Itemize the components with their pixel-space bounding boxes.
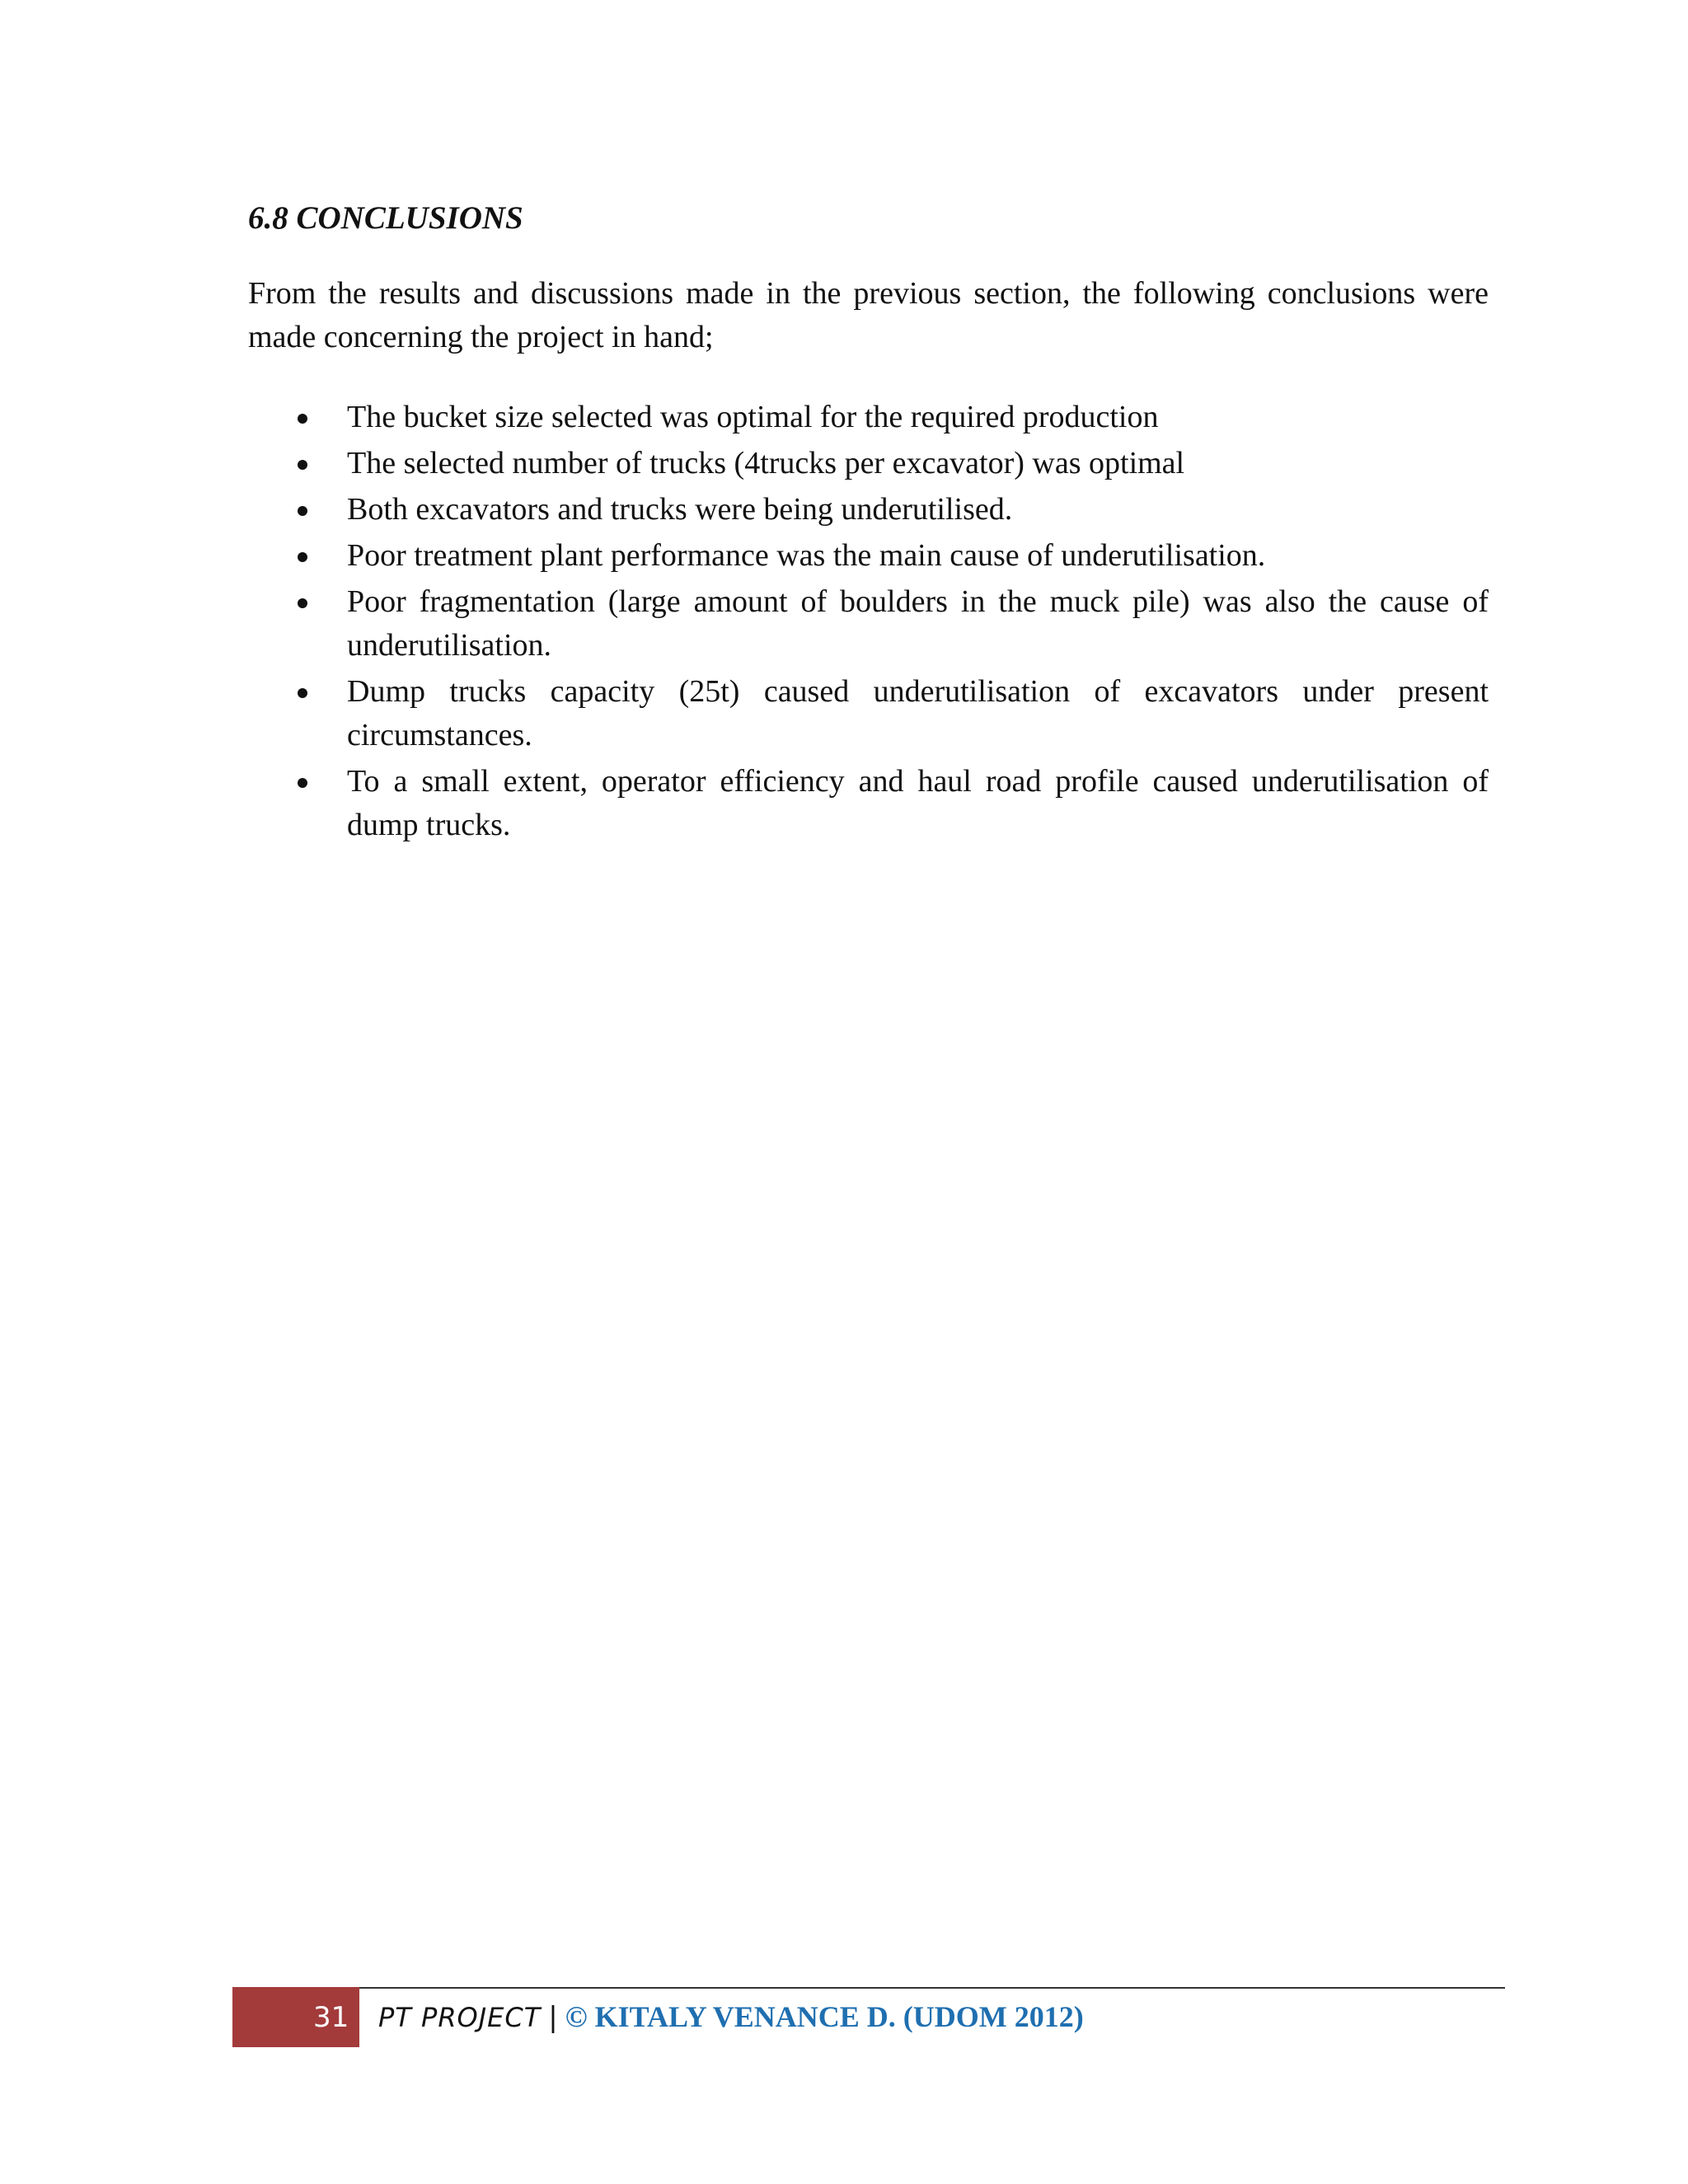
list-item — [248, 760, 1489, 847]
list-item — [248, 580, 1489, 668]
list-item-text: Poor treatment plant performance was the main cause of underutilisation. — [347, 538, 1266, 573]
list-item-text: Both excavators and trucks were being underutilised. — [347, 492, 1013, 527]
footer-separator: | — [548, 2001, 558, 2034]
bullet-icon — [298, 778, 307, 788]
footer-text — [378, 1998, 1084, 2036]
list-item-text: Poor fragmentation (large amount of boulders in the muck pile) was also the cause of underutilisation. — [347, 584, 1489, 663]
list-item — [248, 488, 1489, 532]
list-item — [248, 442, 1489, 485]
footer-project-label: PT PROJECT — [378, 2002, 542, 2033]
intro-paragraph: From the results and discussions made in the previous section, the following conclusions were made concerning the project in hand; — [248, 276, 1489, 354]
list-item — [248, 534, 1489, 578]
bullet-icon — [298, 414, 307, 424]
list-item-text: The selected number of trucks (4trucks per excavator) was optimal — [347, 446, 1185, 480]
bullet-icon — [298, 460, 307, 470]
list-item-text: Dump trucks capacity (25t) caused underutilisation of excavators under present circumstances. — [347, 674, 1489, 752]
bullet-icon — [298, 506, 307, 516]
bullet-icon — [298, 552, 307, 562]
footer-divider — [359, 1987, 1505, 1989]
bullet-icon — [298, 598, 307, 608]
conclusions-list — [248, 396, 1489, 850]
bullet-icon — [298, 688, 307, 698]
footer-copyright: © KITALY VENANCE D. (UDOM 2012) — [565, 2000, 1084, 2033]
list-item-text: To a small extent, operator efficiency and haul road profile caused underutilisation of dump trucks. — [347, 764, 1489, 842]
section-heading: 6.8 CONCLUSIONS — [248, 200, 523, 236]
list-item-text: The bucket size selected was optimal for the required production — [347, 400, 1159, 434]
page-number: 31 — [313, 2001, 349, 2034]
list-item — [248, 670, 1489, 757]
list-item — [248, 396, 1489, 439]
